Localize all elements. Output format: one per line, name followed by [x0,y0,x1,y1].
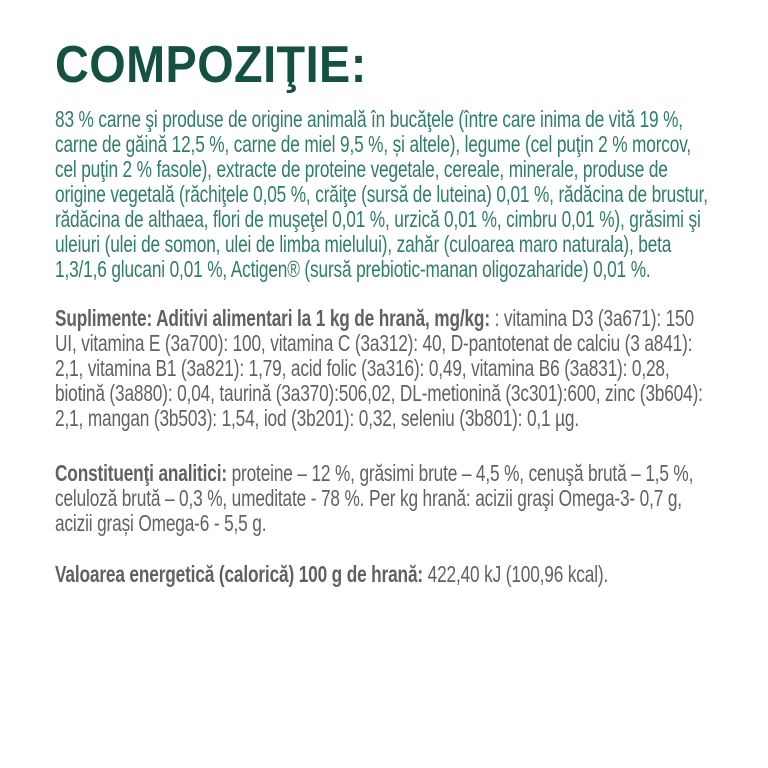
supplements-text: : vitamina D3 (3a671): 150 UI, vitamina E (3a700): 100, vitamina C (3a312): 40, D-pantotenat de calciu (3 a841): 2,1, vitamina B1 (3a821): 1,79, acid folic (3a316): 0,49, vitamina B6 (3a831): 0,28, biotină (3a880): 0,04, taurină (3a370):506,02, DL-metionină (3c301):600, zinc (3b604): 2,1, mangan (3b503): 1,54, iod (3b201): 0,32, seleniu (3b801): 0,1 µg. [55,305,703,431]
analytical-constituents-paragraph [55,461,715,536]
page-title: COMPOZIŢIE: [55,36,367,94]
composition-label-page [0,36,768,768]
energy-text: 422,40 kJ (100,96 kcal). [422,561,609,587]
supplements-paragraph [55,306,715,431]
label-text-block [55,107,715,587]
analytical-lead-label: Constituenţi analitici: [55,460,227,486]
supplements-lead-label: Suplimente: Aditivi alimentari la 1 kg de hrană, mg/kg: [55,305,490,331]
analytical-text: proteine – 12 %, grăsimi brute – 4,5 %, cenuşă brută – 1,5 %, celuloză brută – 0,3 %, umeditate - 78 %. Per kg hrană: acizii graşi Omega-3- 0,7 g, acizii grași Omega-6 - 5,5 g. [55,460,694,536]
energy-value-paragraph [55,562,715,587]
ingredients-paragraph: 83 % carne şi produse de origine animală în bucăţele (între care inima de vită 19 %, carne de găină 12,5 %, carne de miel 9,5 %, și altele), legume (cel puţin 2 % morcov, cel puţin 2 % fasole), extracte de proteine vegetale, cereale, minerale, produse de origine vegetală (răchiţele 0,05 %, crăiţe (sursă de luteina) 0,01 %, rădăcina de brustur, rădăcina de althaea, flori de muşeţel 0,01 %, urzică 0,01 %, cimbru 0,01 %), grăsimi şi uleiuri (ulei de somon, ulei de limba mielului), zahăr (culoarea maro naturala), beta 1,3/1,6 glucani 0,01 %, Actigen® (sursă prebiotic-manan oligozaharide) 0,01 %. [55,106,708,282]
energy-lead-label: Valoarea energetică (calorică) 100 g de hrană: [55,561,423,587]
